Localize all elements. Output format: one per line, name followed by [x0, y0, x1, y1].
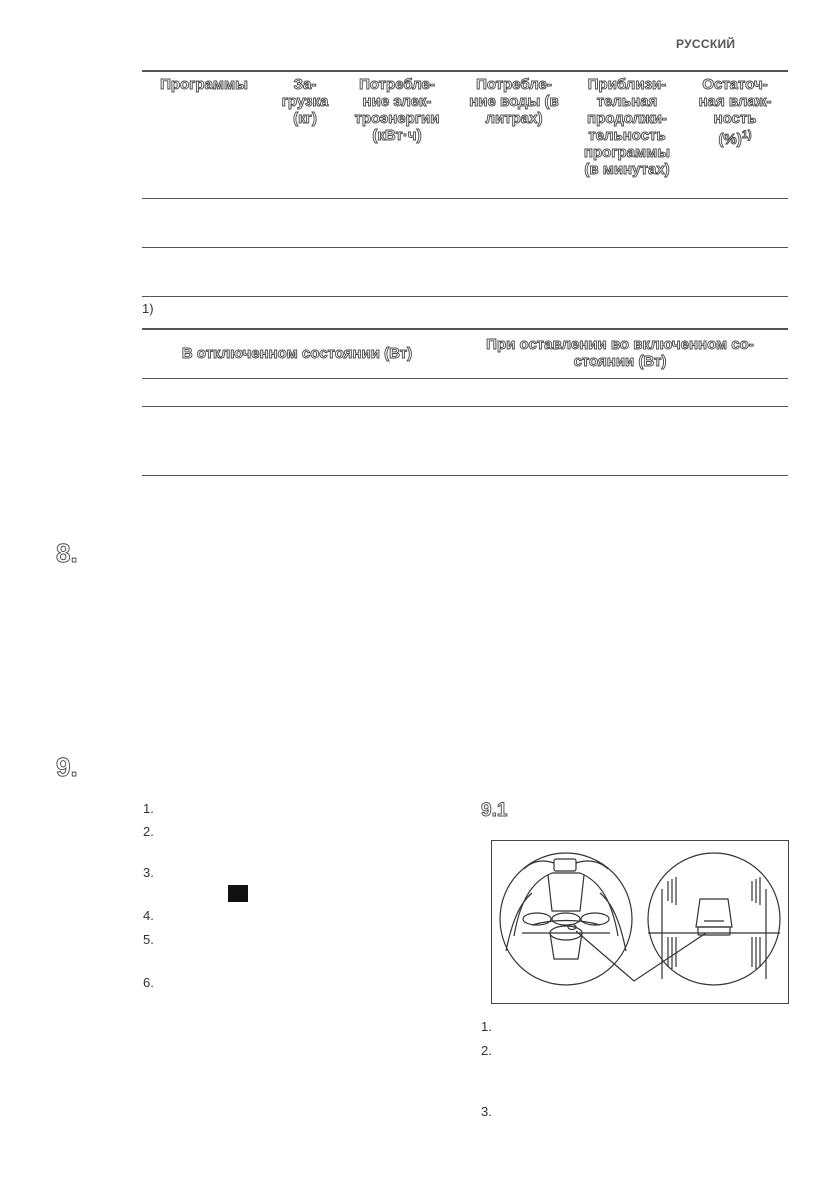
language-label: РУССКИЙ: [676, 37, 736, 51]
table-row-rule-2: [142, 247, 788, 248]
section-8-number: 8.: [56, 538, 78, 568]
power-table-top-rule: [142, 328, 788, 330]
header-left-on-mode: При оставлении во включенном со- стоянии (Вт): [486, 336, 754, 370]
right-step-2: 2.: [481, 1043, 492, 1058]
left-step-4: 4.: [143, 908, 154, 923]
table-row-rule-3: [142, 296, 788, 297]
header-load: За- грузка (кг): [281, 76, 329, 127]
right-step-3: 3.: [481, 1104, 492, 1119]
header-programs: Программы: [160, 76, 248, 93]
table-top-rule: [142, 70, 788, 72]
header-moisture: Остаточ- ная влаж- ность (%)$^{1)}$: [698, 76, 772, 148]
left-step-1: 1.: [143, 801, 154, 816]
header-duration: Приблизи- тельная продолжи- тельность программы (в минутах): [583, 76, 671, 178]
filter-illustration-drawing: [492, 841, 788, 1003]
left-step-5: 5.: [143, 932, 154, 947]
filter-illustration: [491, 840, 789, 1004]
header-water: Потребле- ние воды (в литрах): [469, 76, 559, 127]
left-step-2: 2.: [143, 824, 154, 839]
power-table-bottom-rule: [142, 475, 788, 476]
power-table-rule-2: [142, 406, 788, 407]
subsection-9-1-number: 9.1: [481, 800, 508, 821]
table-row-rule-1: [142, 198, 788, 199]
header-energy: Потребле- ние элек- троэнергии (кВт·ч): [354, 76, 440, 144]
section-9-number: 9.: [56, 752, 78, 782]
moisture-footnote-mark: 1): [741, 129, 752, 141]
right-step-1: 1.: [481, 1019, 492, 1034]
left-step-3: 3.: [143, 865, 154, 880]
left-step-6: 6.: [143, 975, 154, 990]
power-table-rule-1: [142, 378, 788, 379]
header-off-mode: В отключенном состоянии (Вт): [181, 345, 413, 362]
display-key-icon: [228, 885, 248, 902]
footnote-marker: 1): [142, 301, 154, 316]
